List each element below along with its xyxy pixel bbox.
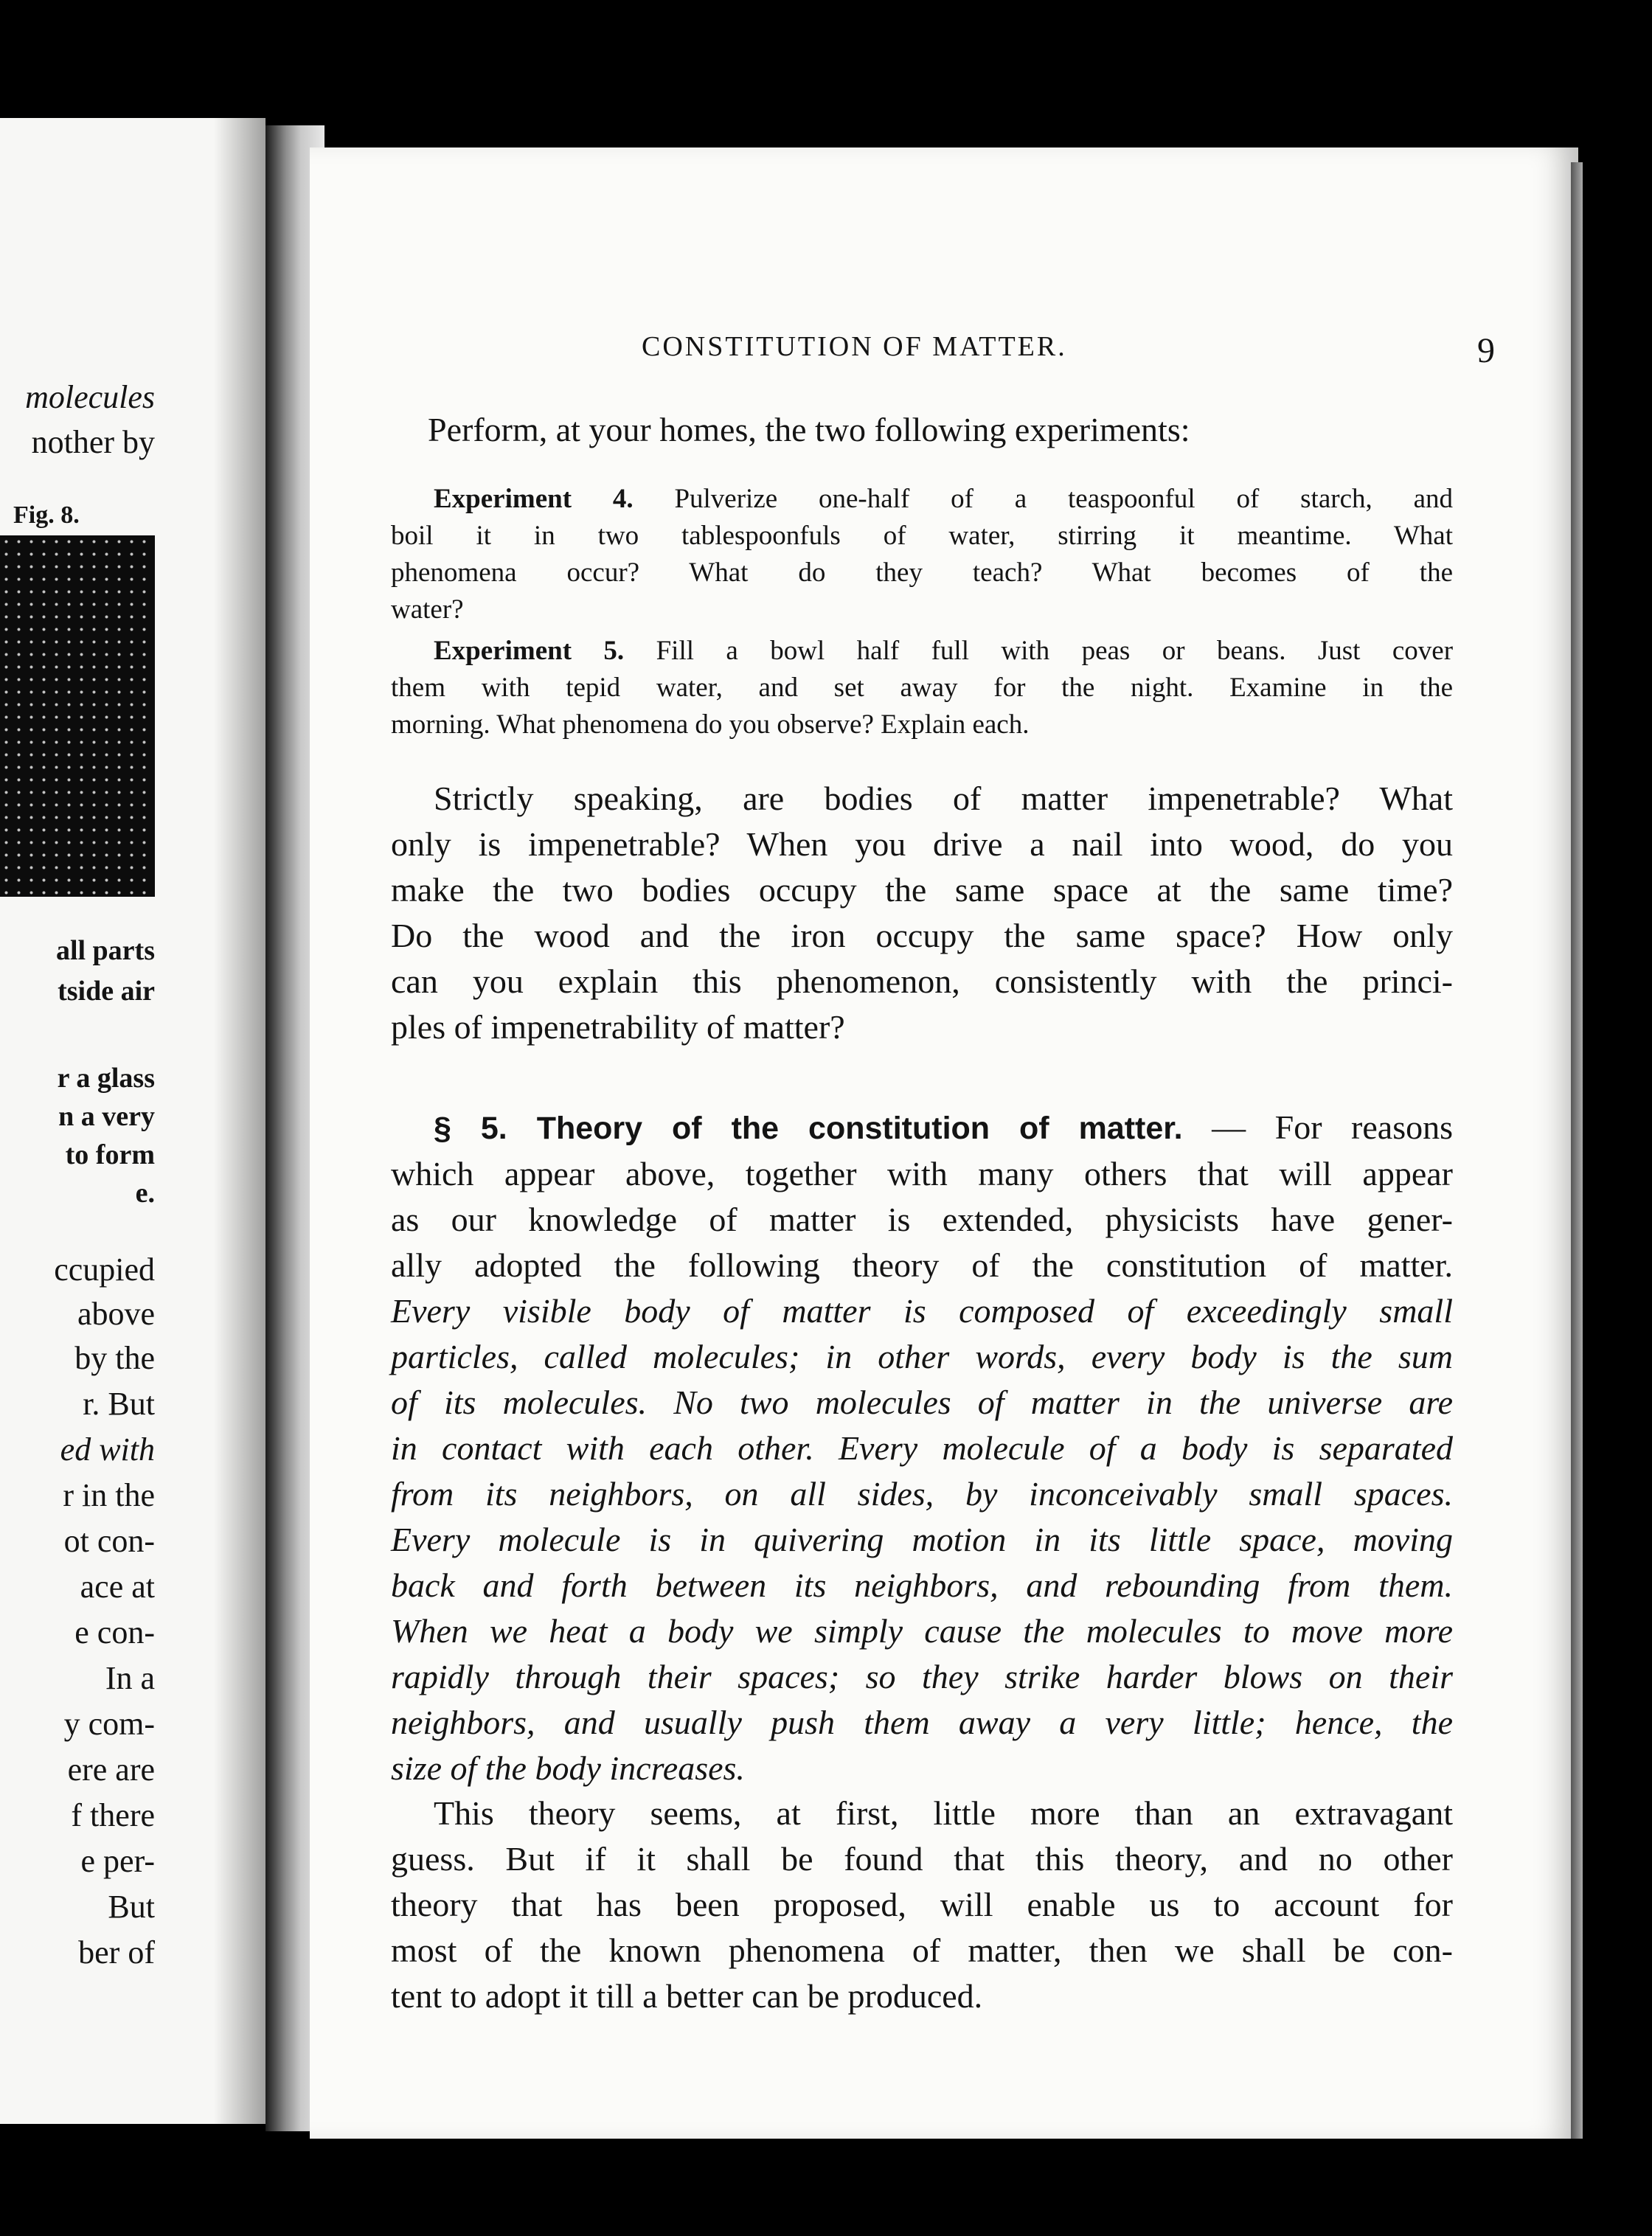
experiment-5 xyxy=(391,633,1453,743)
left-page-line: ccupied xyxy=(54,1251,155,1288)
text-line: Do the wood and the iron occupy the same space? How only xyxy=(391,917,1453,954)
text-line: boil it in two tablespoonfuls of water, stirring it meantime. What xyxy=(391,521,1453,551)
text-line: water? xyxy=(391,594,464,625)
left-page-line: to form xyxy=(65,1139,155,1170)
italic-line: Every visible body of matter is composed of exceedingly small xyxy=(391,1292,1453,1330)
italic-line: of its molecules. No two molecules of matter in the universe are xyxy=(391,1383,1453,1421)
left-page-line: In a xyxy=(105,1660,155,1696)
left-page-line: ed with xyxy=(60,1431,155,1468)
text-line: Perform, at your homes, the two following experiments: xyxy=(428,411,1190,448)
italic-line: Every molecule is in quivering motion in its little space, moving xyxy=(391,1521,1453,1558)
italic-line: rapidly through their spaces; so they strike harder blows on their xyxy=(391,1658,1453,1695)
text-line: ally adopted the following theory of the constitution of matter. xyxy=(391,1246,1453,1284)
left-facing-page xyxy=(0,118,266,2124)
figure-8-image xyxy=(0,535,155,897)
left-page-line: tside air xyxy=(58,976,155,1007)
text-line: theory that has been proposed, will enable us to account for xyxy=(391,1886,1453,1923)
italic-line: size of the body increases. xyxy=(391,1749,745,1787)
left-page-line: ere are xyxy=(67,1751,155,1788)
text-line: which appear above, together with many others that will appear xyxy=(391,1155,1453,1192)
left-page-line: ot con- xyxy=(63,1523,155,1559)
closing-paragraph xyxy=(391,1791,1453,2019)
text-line: Strictly speaking, are bodies of matter impenetrable? What xyxy=(434,780,1453,817)
text-line: them with tepid water, and set away for the night. Examine in the xyxy=(391,673,1453,703)
experiment-4-label: Experiment 4. xyxy=(434,484,634,514)
italic-line: neighbors, and usually push them away a very little; hence, the xyxy=(391,1704,1453,1741)
italic-line: back and forth between its neighbors, and rebounding from them. xyxy=(391,1566,1453,1604)
figure-8-label: Fig. 8. xyxy=(13,501,80,529)
text-line: as our knowledge of matter is extended, physicists have gener- xyxy=(391,1201,1453,1238)
italic-line: particles, called molecules; in other words, every body is the sum xyxy=(391,1338,1453,1375)
left-page-line: But xyxy=(108,1889,155,1925)
left-page-line: molecules xyxy=(25,379,155,415)
questions-paragraph xyxy=(391,776,1453,1050)
text-line: ples of impenetrability of matter? xyxy=(391,1008,845,1046)
page-edge xyxy=(1571,162,1583,2139)
left-page-line: n a very xyxy=(58,1101,155,1132)
text-line: Pulverize one-half of a teaspoonful of starch, and xyxy=(674,484,1453,514)
section-5-heading: § 5. Theory of the constitution of matter. xyxy=(434,1111,1183,1146)
section-5 xyxy=(391,1105,1453,1791)
left-page-line: ace at xyxy=(80,1569,155,1605)
left-page-line: all parts xyxy=(55,935,155,966)
text-line: tent to adopt it till a better can be produced. xyxy=(391,1977,983,2015)
text-line: This theory seems, at first, little more than an extravagant xyxy=(434,1794,1453,1832)
text-line: can you explain this phenomenon, consistently with the princi- xyxy=(391,962,1453,1000)
left-page-line: ber of xyxy=(78,1934,155,1971)
book-page xyxy=(310,147,1578,2139)
text-line: guess. But if it shall be found that this theory, and no other xyxy=(391,1840,1453,1878)
text-line: only is impenetrable? When you drive a nail into wood, do you xyxy=(391,825,1453,863)
text-line: make the two bodies occupy the same space at the same time? xyxy=(391,871,1453,909)
left-page-line: e con- xyxy=(74,1614,155,1650)
intro-paragraph xyxy=(428,407,1446,453)
experiment-5-label: Experiment 5. xyxy=(434,636,625,666)
left-page-line: y com- xyxy=(63,1706,155,1742)
italic-line: When we heat a body we simply cause the molecules to move more xyxy=(391,1612,1453,1650)
left-page-line: e per- xyxy=(80,1843,155,1879)
text-line: Fill a bowl half full with peas or beans. Just cover xyxy=(656,636,1454,666)
left-page-line: f there xyxy=(71,1797,155,1833)
text-line: — For reasons xyxy=(1212,1108,1454,1146)
left-page-line: r a glass xyxy=(57,1063,155,1094)
text-line: most of the known phenomena of matter, then we shall be con- xyxy=(391,1931,1453,1969)
text-line: morning. What phenomena do you observe? Explain each. xyxy=(391,709,1030,740)
italic-line: in contact with each other. Every molecule of a body is separated xyxy=(391,1429,1453,1467)
experiment-4 xyxy=(391,481,1453,628)
left-page-line: by the xyxy=(74,1340,155,1376)
text-line: phenomena occur? What do they teach? What becomes of the xyxy=(391,558,1453,588)
left-page-line: above xyxy=(77,1296,155,1332)
left-page-line: r. But xyxy=(83,1386,155,1422)
running-title: CONSTITUTION OF MATTER. xyxy=(642,331,1067,362)
left-page-line: nother by xyxy=(31,424,155,460)
page-number: 9 xyxy=(1477,331,1497,370)
left-page-line: e. xyxy=(135,1178,155,1209)
italic-line: from its neighbors, on all sides, by inconceivably small spaces. xyxy=(391,1475,1453,1513)
left-page-line: r in the xyxy=(63,1477,155,1513)
